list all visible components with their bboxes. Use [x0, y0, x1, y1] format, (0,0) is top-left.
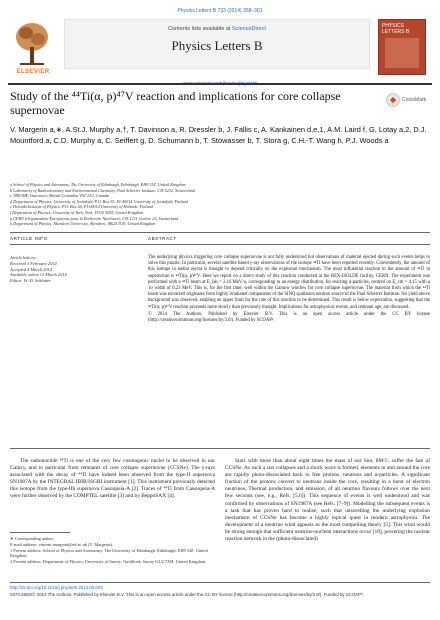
article-history-label: Article history:: [10, 255, 37, 260]
editor: Editor: W.-D. Schlatter: [10, 278, 51, 284]
body-column-right: Stars with more than about eight times the mass of our Sun, 8M☉, suffer the fate of CCSNe. As such a star collapses and a shock wave is formed, elements in and around the core are rapidly photo-dissociated back to free protons, neutrons and α-particles. A significant fraction of the protons convert to neutrons inside the core, resulting in a burst of electron neutrinos. Thermal production, and emission, of all neutrino flavours follows over the next few seconds (see, e.g., Refs. [5,6]). This sequence of events is well understood and was confirmed by observations of SN1987A (see Refs. [7–9]). Modelling the subsequent events is a task that has proven hard to realise, such that unravelling the underlying explosion mechanism of CCSNe has become a highly topical quest in modern astrophysics. The development of a neutrino wind appears as the most compelling theory [5]. This wind would be strong enough that sufficient neutrino-nucleon interactions occur [10], powering the nuclear reaction network in the (photo-dissociated): [225, 458, 430, 543]
article-history: [10, 255, 125, 284]
section-rule-top: [10, 232, 430, 233]
journal-cover: [378, 19, 426, 75]
body-column-left: The radionuclide ⁴⁴Ti is one of the very few cosmogenic nuclei to be observed in our Galaxy, and in particular from remnants of core collapse supernovae (CCSNe). The γ-rays associated with the decay of ⁴⁴Ti have indeed been observed from the type-II supernova SN1987A by the INTEGRAL IBIR/ISGRI instrument [1]. This instrument previously detected this isotope from the type-IIb supernova Cassiopeia-A [2]. Traces of ⁴⁴Ti from Cassiopeia-A were further observed by the COMPTEL satellite [3] and by BeppoSAX [4].: [10, 458, 215, 500]
doi-link[interactable]: http://dx.doi.org/10.1016/j.physletb.2014.03.003: [10, 585, 103, 590]
accepted-date: Accepted 4 March 2014: [10, 266, 52, 272]
affiliation-item: e Helsinki Institute of Physics, P.O. Box 64, FI-00014 University of Helsinki, Finland: [10, 204, 153, 210]
crossmark-badge[interactable]: [386, 92, 432, 112]
elsevier-tree-logo: [12, 19, 52, 69]
crossmark-icon: [386, 92, 400, 110]
affiliation-list: [10, 182, 430, 227]
cover-title: PHYSICS LETTERS B: [382, 23, 410, 35]
received-date: Received 3 February 2014: [10, 260, 57, 266]
affiliation-item: f Department of Physics, University of York, York, YO10 5DD, United Kingdom: [10, 209, 144, 215]
footnote-rule: [10, 532, 70, 533]
author-list[interactable]: V. Margerin a,∗, A.St.J. Murphy a,†, T. Davinson a, R. Dressler b, J. Fallis c, A. Kankainen d,e,1, A.M. Laird f, G. Lotay a,2, D.J. Mountford a, C.D. Murphy a, C. Seiffert g, D. Schumann b, T. Stowasser b, T. Stora g, C.H.-T. Wang h, P.J. Woods a: [10, 125, 427, 145]
journal-header: [8, 17, 432, 79]
abstract-text: The underlying physics triggering core collapse supernovae is not fully understood but observations of material ejected during such events helps to solve this puzzle. In particular, several satellite based γ-ray observations of the isotope ⁴⁴Ti have been reported recently. Conveniently, the amount of this isotope in stellar ejecta is thought to depend critically on the explosion mechanism. The most influential reaction to the amount of ⁴⁴Ti in supernovae is ⁴⁴Ti(α, p)⁴⁷V. Here we report on a direct study of this reaction conducted at the REX-ISOLDE facility, CERN. The experiment was performed with a ⁴⁴Ti beam at E_lab = 2.16 MeV/u, corresponding to an energy distribution, for reacting α-particles, centred on E_cm = 4.15 with a 1σ width of 0.23 MeV. This is, for the first time, well within the Gamow window for core collapse supernovae. The material from which the ⁴⁴Ti beam was extracted originates from highly irradiated components of the SINQ spallation neutron source of the Paul Scherrer Institute. No yield above background was observed, enabling an upper limit for the rate of this reaction to be determined. This result is below expectation, suggesting that the ⁴⁴Ti(α, p)⁴⁷V reaction proceeds more slowly than previously thought. Implications for astrophysical events, and remnant age, are discussed.: [148, 255, 430, 310]
article-info-heading: ARTICLE INFO: [10, 236, 48, 241]
footnote-email[interactable]: E-mail address: vincent.margerin@ed.ac.uk (V. Margerin).: [10, 541, 114, 547]
online-date: Available online 12 March 2014: [10, 272, 67, 278]
footnote-1: 1 Present address: School of Physics and Astronomy, The University of Edinburgh, Edinburgh, EH9 3JZ, United Kingdom.: [10, 547, 208, 559]
affiliation-item: a School of Physics and Astronomy, The University of Edinburgh, Edinburgh, EH9 3JZ, United Kingdom: [10, 182, 186, 187]
abstract-bottom-rule: [10, 448, 430, 449]
footnote-corresponding: ∗ Corresponding author.: [10, 536, 55, 541]
article-title: Study of the ⁴⁴Ti(α, p)⁴⁷V reaction and implications for core collapse supernovae: [10, 89, 341, 117]
journal-title-box: [64, 19, 370, 69]
sciencedirect-link[interactable]: ScienceDirect: [231, 26, 266, 32]
contents-line: [65, 26, 369, 32]
copyright-notice: 0370-2693/© 2014 The Authors. Published by Elsevier B.V. This is an open access article under the CC BY license (http://creativecommons.org/licenses/by/3.0/). Funded by SCOAP³.: [10, 592, 364, 597]
abstract-license[interactable]: © 2014 The Authors. Published by Elsevier B.V. This is an open access article under the CC BY license (http://creativecommons.org/licenses/by/3.0/). Funded by SCOAP³.: [148, 311, 430, 324]
affiliation-item: d Department of Physics, University of Jyväskylä, P.O. Box 35, FI-40014 University of Jyväskylä, Finland: [10, 198, 188, 204]
publisher-name: ELSEVIER: [16, 69, 50, 75]
affiliation-item: c TRIUMF, Vancouver, British Columbia V6T 2A3, Canada: [10, 193, 110, 199]
abstract-heading: ABSTRACT: [148, 236, 177, 241]
section-rule-mid: [10, 244, 430, 245]
crossmark-label: CrossMark: [402, 97, 427, 103]
footnotes: [10, 536, 215, 565]
footer-rule: [10, 582, 430, 583]
affiliation-item: h Department of Physics, Aberdeen University, Aberdeen, AB24 3UE, United Kingdom: [10, 221, 156, 227]
journal-title: Physics Letters B: [171, 38, 263, 53]
abstract-body: [148, 255, 430, 324]
contents-prefix: Contents lists available at: [168, 26, 232, 32]
header-rule: [8, 83, 432, 85]
footnote-2: 2 Present address: Department of Physics, University of Surrey, Guildford, Surrey GU2 7XH, United Kingdom.: [10, 559, 207, 565]
affiliation-item: g CERN (Organisation Européenne pour la Recherche Nucléaire), CH-1211 Genève 23, Switzerland: [10, 215, 179, 221]
affiliation-item: b Laboratory of Radiochemistry and Environmental Chemistry, Paul Scherrer Institute, CH-5232, Switzerland: [10, 187, 195, 193]
journal-citation-line[interactable]: Physics Letters B 733 (2014) 358–361: [177, 8, 263, 14]
cover-artwork: [385, 38, 419, 68]
